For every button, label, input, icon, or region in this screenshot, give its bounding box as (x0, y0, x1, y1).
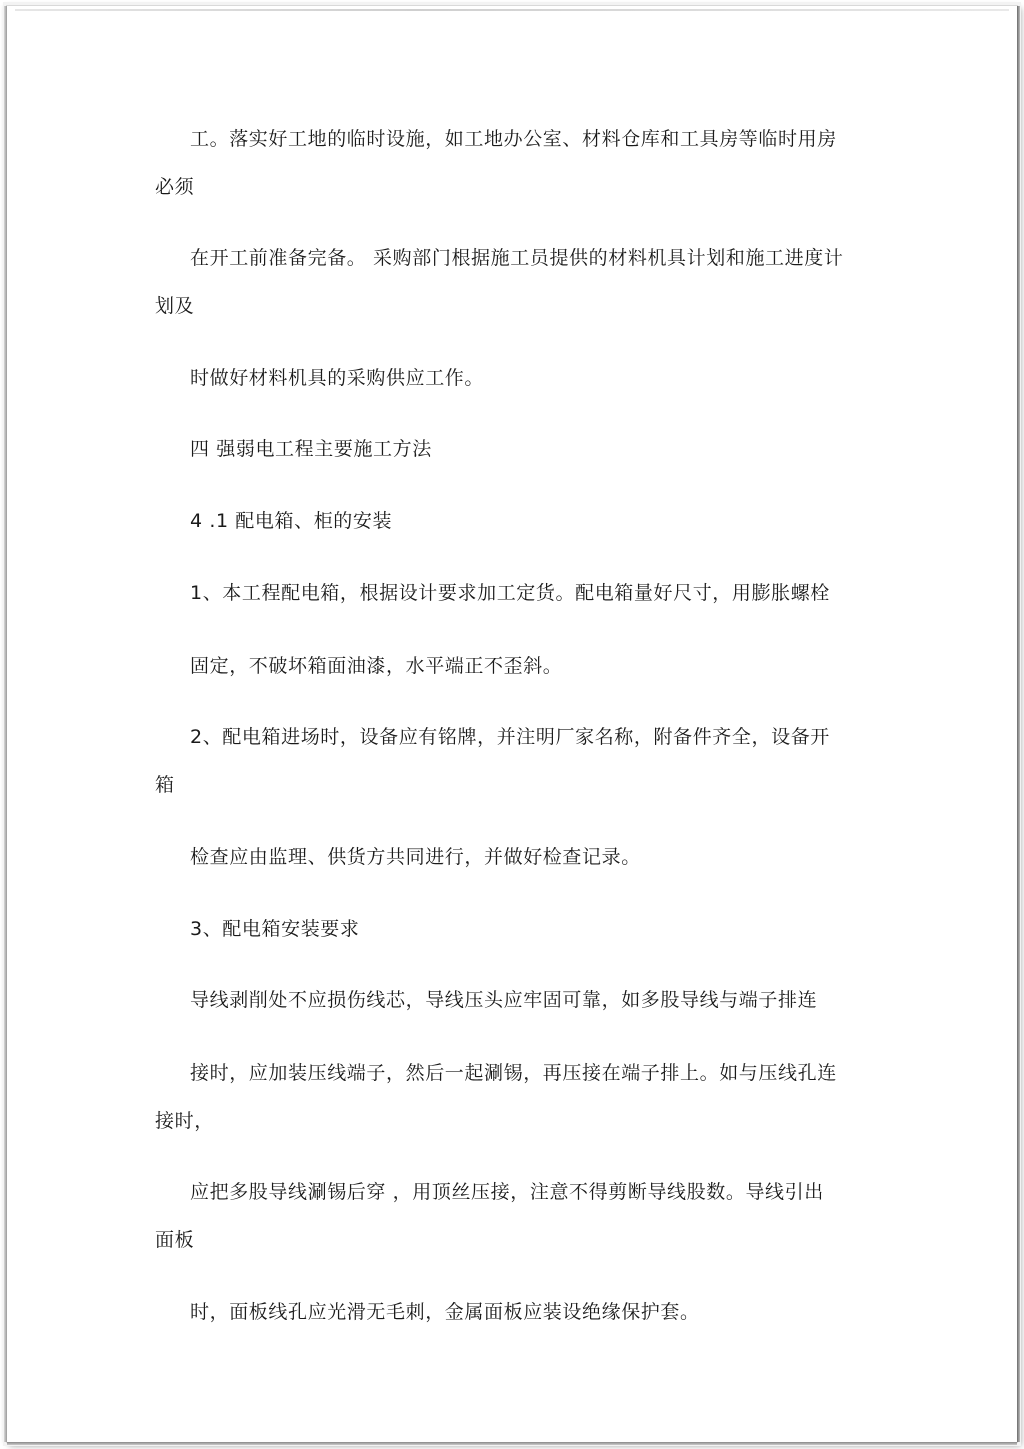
body-text-line: 3、配电箱安装要求 (190, 918, 360, 940)
body-text-line: 导线剥削处不应损伤线芯，导线压头应牢固可靠，如多股导线与端子排连 (190, 989, 818, 1011)
section-heading: 四 强弱电工程主要施工方法 (190, 438, 432, 460)
body-text-line: 1、本工程配电箱，根据设计要求加工定货。配电箱量好尺寸，用膨胀螺栓 (190, 582, 830, 604)
body-text-line: 工。落实好工地的临时设施，如工地办公室、材料仓库和工具房等临时用房 (190, 128, 837, 150)
body-text-line: 固定，不破坏箱面油漆，水平端正不歪斜。 (190, 655, 563, 677)
body-text-line: 划及 (155, 295, 195, 317)
body-text-line: 2、配电箱进场时，设备应有铭牌，并注明厂家名称，附备件齐全，设备开 (190, 726, 830, 748)
body-text-line: 箱 (155, 774, 175, 796)
page-bottom-edge (7, 1442, 1017, 1445)
body-text-line: 必须 (155, 176, 195, 198)
body-text-line: 应把多股导线涮锡后穿 ，用顶丝压接，注意不得剪断导线股数。导线引出 (190, 1181, 824, 1203)
body-text-line: 时做好材料机具的采购供应工作。 (190, 367, 485, 389)
body-text-line: 面板 (155, 1229, 195, 1251)
page-right-edge (1017, 6, 1020, 1442)
body-text-line: 时，面板线孔应光滑无毛刺，金属面板应装设绝缘保护套。 (190, 1301, 700, 1323)
body-text-line: 接时， (155, 1110, 214, 1132)
body-text-line: 接时，应加装压线端子，然后一起涮锡，再压接在端子排上。如与压线孔连 (190, 1062, 837, 1084)
body-text-line: 检查应由监理、供货方共同进行，并做好检查记录。 (190, 846, 641, 868)
page-top-band (15, 9, 1009, 11)
page-left-edge (4, 6, 7, 1442)
subsection-heading: 4 .1 配电箱、柜的安装 (190, 510, 393, 532)
body-text-line: 在开工前准备完备。 采购部门根据施工员提供的材料机具计划和施工进度计 (190, 247, 844, 269)
